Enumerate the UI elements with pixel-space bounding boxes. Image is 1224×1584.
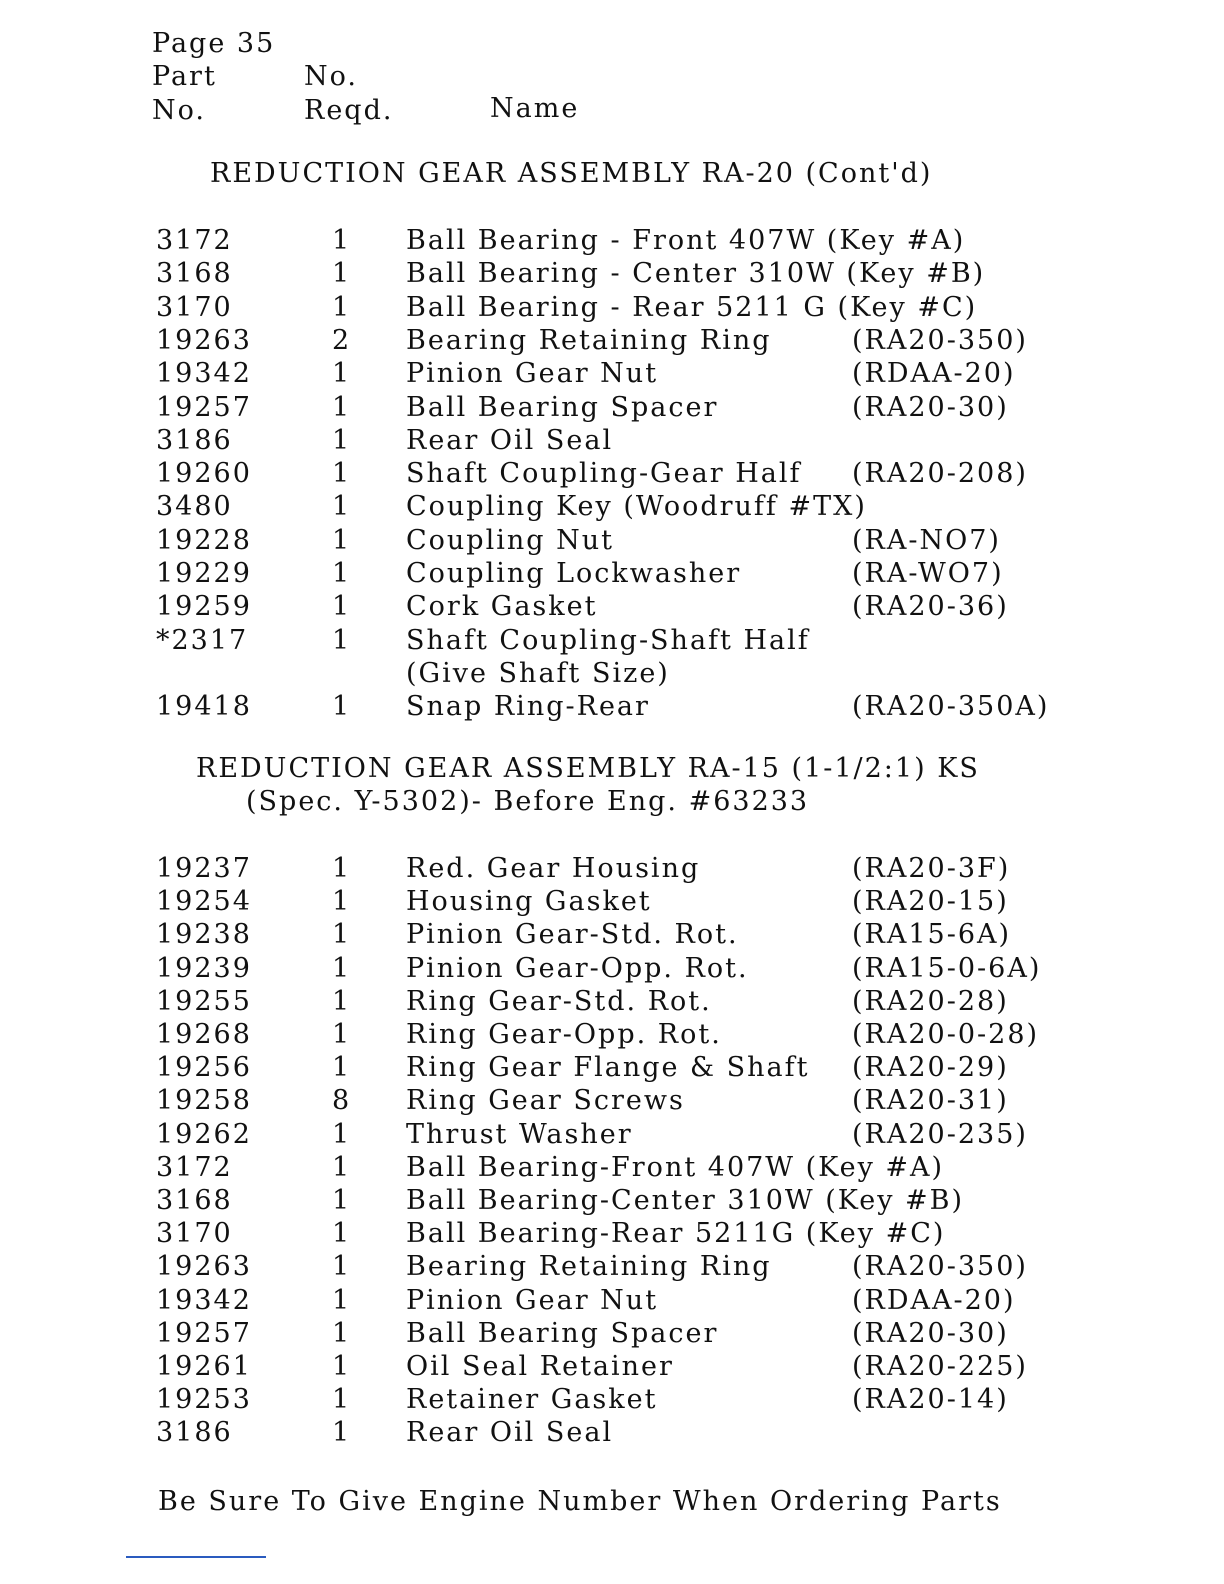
table-row xyxy=(0,658,1224,691)
part-number: 19238 xyxy=(156,919,252,951)
table-row xyxy=(0,491,1224,524)
reference-code: (RA20-0-28) xyxy=(852,1019,1040,1050)
col-reqd-header-line2: Reqd. xyxy=(304,95,394,126)
table-row xyxy=(0,425,1224,458)
part-number: 3480 xyxy=(156,491,233,523)
part-number: 3186 xyxy=(156,1417,233,1449)
reference-code: (RA20-350A) xyxy=(852,691,1050,723)
part-name: Ball Bearing Spacer xyxy=(406,1317,719,1349)
quantity-required: 1 xyxy=(332,691,352,723)
table-row xyxy=(0,558,1224,591)
quantity-required: 1 xyxy=(332,591,352,623)
quantity-required: 1 xyxy=(332,1019,352,1050)
reference-code: (RA15-6A) xyxy=(852,919,1012,951)
part-number: 3170 xyxy=(156,1218,233,1250)
table-row xyxy=(0,225,1224,258)
part-name: Ball Bearing - Rear 5211 G (Key #C) xyxy=(406,291,978,323)
quantity-required: 1 xyxy=(332,1251,352,1283)
reference-code: (RA-WO7) xyxy=(852,558,1004,589)
reference-code: (RA20-31) xyxy=(852,1085,1009,1117)
quantity-required: 1 xyxy=(332,886,352,918)
col-part-header-line1: Part xyxy=(152,61,217,92)
part-name: Bearing Retaining Ring xyxy=(406,1251,772,1283)
bottom-divider xyxy=(126,1556,266,1558)
table-row xyxy=(0,591,1224,624)
part-number: 19260 xyxy=(156,458,252,490)
part-number: 3186 xyxy=(156,424,233,456)
part-name: Coupling Lockwasher xyxy=(406,558,742,589)
table-row xyxy=(0,325,1224,358)
table-row xyxy=(0,953,1224,986)
reference-code: (RA20-30) xyxy=(852,391,1009,423)
page-label: Page 35 xyxy=(152,28,276,59)
quantity-required: 2 xyxy=(332,324,352,356)
reference-code: (RA15-0-6A) xyxy=(852,952,1042,984)
part-name: Retainer Gasket xyxy=(406,1384,658,1416)
quantity-required: 1 xyxy=(332,291,352,323)
part-number: 19342 xyxy=(156,358,252,390)
part-number: 3168 xyxy=(156,1185,233,1216)
part-name: Shaft Coupling-Shaft Half xyxy=(406,624,810,656)
part-number: 19268 xyxy=(156,1019,252,1050)
section-title-ra20: REDUCTION GEAR ASSEMBLY RA-20 (Cont'd) xyxy=(210,158,933,189)
part-number: 19263 xyxy=(156,1251,252,1283)
part-number: 19259 xyxy=(156,591,252,623)
table-row xyxy=(0,853,1224,886)
part-name: Ring Gear Screws xyxy=(406,1085,685,1117)
table-row xyxy=(0,1384,1224,1417)
reference-code: (RA20-36) xyxy=(852,591,1009,623)
reference-code: (RA20-15) xyxy=(852,886,1009,918)
table-row xyxy=(0,1052,1224,1085)
table-row xyxy=(0,1119,1224,1152)
quantity-required: 1 xyxy=(332,1052,352,1084)
table-row xyxy=(0,986,1224,1019)
part-number: 19261 xyxy=(156,1351,252,1382)
quantity-required: 1 xyxy=(332,458,352,490)
part-number: 19229 xyxy=(156,558,252,589)
quantity-required: 1 xyxy=(332,1185,352,1216)
reference-code: (RA20-225) xyxy=(852,1351,1028,1382)
part-number: 19418 xyxy=(156,691,252,723)
quantity-required: 1 xyxy=(332,1351,352,1382)
quantity-required: 1 xyxy=(332,919,352,951)
part-name: Thrust Washer xyxy=(406,1118,633,1150)
part-name: Ring Gear-Opp. Rot. xyxy=(406,1019,722,1050)
table-row xyxy=(0,625,1224,658)
part-number: 19237 xyxy=(156,853,252,884)
part-name: Red. Gear Housing xyxy=(406,853,701,884)
part-number: 19228 xyxy=(156,524,252,556)
part-number: 19262 xyxy=(156,1118,252,1150)
table-row xyxy=(0,1185,1224,1218)
table-row xyxy=(0,1152,1224,1185)
reference-code: (RA20-3F) xyxy=(852,853,1011,884)
part-name: Pinion Gear Nut xyxy=(406,358,659,390)
reference-code: (RA20-235) xyxy=(852,1118,1028,1150)
col-name-header: Name xyxy=(490,93,580,124)
quantity-required: 1 xyxy=(332,558,352,589)
table-row xyxy=(0,886,1224,919)
table-row xyxy=(0,392,1224,425)
part-name: (Give Shaft Size) xyxy=(406,657,670,689)
part-name: Housing Gasket xyxy=(406,886,652,918)
part-number: 19258 xyxy=(156,1085,252,1117)
part-number: 3172 xyxy=(156,1151,233,1183)
part-number: 19255 xyxy=(156,985,252,1017)
part-name: Coupling Nut xyxy=(406,524,614,556)
part-name: Shaft Coupling-Gear Half xyxy=(406,458,802,490)
reference-code: (RA20-29) xyxy=(852,1052,1009,1084)
part-name: Ball Bearing - Front 407W (Key #A) xyxy=(406,225,966,256)
reference-code: (RDAA-20) xyxy=(852,1284,1016,1316)
table-row xyxy=(0,691,1224,724)
reference-code: (RA-NO7) xyxy=(852,524,1001,556)
quantity-required: 1 xyxy=(332,1317,352,1349)
part-name: Ball Bearing - Center 310W (Key #B) xyxy=(406,258,986,290)
footer-note: Be Sure To Give Engine Number When Ordering Parts xyxy=(158,1486,1002,1517)
part-number: 19239 xyxy=(156,952,252,984)
part-number: 19253 xyxy=(156,1384,252,1416)
table-row xyxy=(0,1285,1224,1318)
table-row xyxy=(0,1351,1224,1384)
table-row xyxy=(0,919,1224,952)
table-row xyxy=(0,1318,1224,1351)
quantity-required: 1 xyxy=(332,1417,352,1449)
col-part-header-line2: No. xyxy=(152,95,206,126)
table-row xyxy=(0,458,1224,491)
part-name: Cork Gasket xyxy=(406,591,598,623)
part-name: Oil Seal Retainer xyxy=(406,1351,674,1382)
table-row xyxy=(0,1218,1224,1251)
part-name: Ball Bearing Spacer xyxy=(406,391,719,423)
section-subtitle-ra15: (Spec. Y-5302)- Before Eng. #63233 xyxy=(246,786,810,817)
part-name: Coupling Key (Woodruff #TX) xyxy=(406,491,867,523)
quantity-required: 1 xyxy=(332,1218,352,1250)
table-row xyxy=(0,1019,1224,1052)
part-number: 3172 xyxy=(156,225,233,256)
quantity-required: 1 xyxy=(332,258,352,290)
quantity-required: 1 xyxy=(332,1118,352,1150)
part-number: 19257 xyxy=(156,1317,252,1349)
quantity-required: 1 xyxy=(332,1384,352,1416)
quantity-required: 1 xyxy=(332,424,352,456)
reference-code: (RDAA-20) xyxy=(852,358,1016,390)
table-row xyxy=(0,1417,1224,1450)
part-number: 3168 xyxy=(156,258,233,290)
quantity-required: 1 xyxy=(332,624,352,656)
table-row xyxy=(0,292,1224,325)
part-number: 19257 xyxy=(156,391,252,423)
quantity-required: 8 xyxy=(332,1085,352,1117)
quantity-required: 1 xyxy=(332,391,352,423)
quantity-required: 1 xyxy=(332,225,352,256)
part-name: Pinion Gear-Opp. Rot. xyxy=(406,952,749,984)
quantity-required: 1 xyxy=(332,358,352,390)
part-number: *2317 xyxy=(156,624,249,656)
quantity-required: 1 xyxy=(332,853,352,884)
col-reqd-header-line1: No. xyxy=(304,61,358,92)
table-row xyxy=(0,525,1224,558)
reference-code: (RA20-350) xyxy=(852,324,1028,356)
part-name: Pinion Gear-Std. Rot. xyxy=(406,919,739,951)
part-number: 19256 xyxy=(156,1052,252,1084)
reference-code: (RA20-28) xyxy=(852,985,1009,1017)
quantity-required: 1 xyxy=(332,1151,352,1183)
section-title-ra15: REDUCTION GEAR ASSEMBLY RA-15 (1-1/2:1) KS xyxy=(196,753,980,784)
part-name: Rear Oil Seal xyxy=(406,1417,614,1449)
quantity-required: 1 xyxy=(332,524,352,556)
reference-code: (RA20-208) xyxy=(852,458,1028,490)
table-row xyxy=(0,1251,1224,1284)
part-number: 19254 xyxy=(156,886,252,918)
quantity-required: 1 xyxy=(332,491,352,523)
part-number: 19263 xyxy=(156,324,252,356)
part-name: Ring Gear Flange & Shaft xyxy=(406,1052,810,1084)
part-name: Ball Bearing-Center 310W (Key #B) xyxy=(406,1185,965,1216)
table-row xyxy=(0,358,1224,391)
reference-code: (RA20-14) xyxy=(852,1384,1009,1416)
part-name: Ball Bearing-Rear 5211G (Key #C) xyxy=(406,1218,946,1250)
part-name: Pinion Gear Nut xyxy=(406,1284,659,1316)
part-name: Snap Ring-Rear xyxy=(406,691,650,723)
quantity-required: 1 xyxy=(332,985,352,1017)
reference-code: (RA20-350) xyxy=(852,1251,1028,1283)
part-number: 3170 xyxy=(156,291,233,323)
column-header-row-1 xyxy=(152,61,217,92)
reference-code: (RA20-30) xyxy=(852,1317,1009,1349)
part-name: Rear Oil Seal xyxy=(406,424,614,456)
table-row xyxy=(0,1085,1224,1118)
part-name: Ball Bearing-Front 407W (Key #A) xyxy=(406,1151,945,1183)
quantity-required: 1 xyxy=(332,1284,352,1316)
part-name: Bearing Retaining Ring xyxy=(406,324,772,356)
table-row xyxy=(0,258,1224,291)
part-number: 19342 xyxy=(156,1284,252,1316)
part-name: Ring Gear-Std. Rot. xyxy=(406,985,712,1017)
quantity-required: 1 xyxy=(332,952,352,984)
